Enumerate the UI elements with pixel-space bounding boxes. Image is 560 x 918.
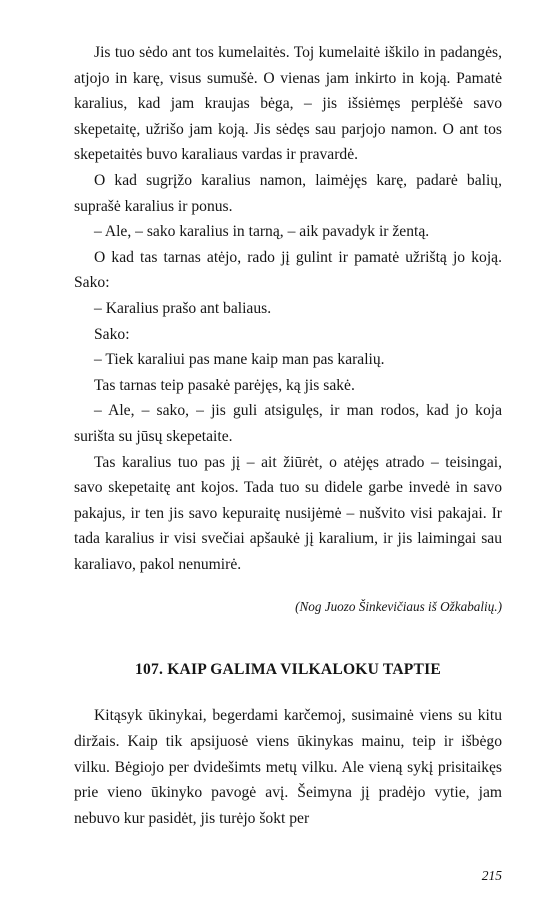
paragraph: Jis tuo sėdo ant tos kumelaitės. Toj kumelaitė iškilo in padangės, atjojo in karę, visus sumušė. O vienas jam inkirto in koją. Pamatė karalius, kad jam kraujas bėga, – jis išsiėmęs perplėšė savo skepetaitę, užrišo jam koją. Jis sėdęs sau parjojo namon. O ant tos skepetaitės buvo karaliaus vardas ir pravardė. bbox=[74, 44, 502, 164]
book-page bbox=[74, 40, 502, 831]
paragraph: O kad tas tarnas atėjo, rado jį gulint ir pamatė užrištą jo koją. Sako: bbox=[74, 248, 502, 292]
paragraph: Tas karalius tuo pas jį – ait žiūrėt, o atėjęs atrado – teisingai, savo skepetaitę ant kojos. Tada tuo su didele garbe invedė in savo pakajus, ir ten jis savo kepuraitę nusijėmė – nušvito visi pakajai. Ir tada karalius ir visi svečiai apšaukė jį karalium, ir jis laimingai sau karaliavo, pakol nenumirė. bbox=[74, 453, 502, 573]
paragraph: O kad sugrįžo karalius namon, laimėjęs karę, padarė balių, suprašė karalius ir ponus. bbox=[74, 171, 502, 215]
story-text bbox=[74, 40, 502, 577]
section-title: 107. KAIP GALIMA VILKALOKU TAPTIE bbox=[135, 661, 441, 679]
paragraph: Tas tarnas teip pasakė parėjęs, ką jis sakė. bbox=[94, 376, 355, 394]
paragraph: – Karalius prašo ant baliaus. bbox=[94, 299, 272, 317]
page-number: 215 bbox=[481, 868, 502, 883]
paragraph: – Ale, – sako, – jis guli atsigulęs, ir man rodos, kad jo koja surišta su jūsų skepetaite. bbox=[74, 402, 502, 445]
paragraph: Sako: bbox=[94, 325, 130, 343]
source-note: (Nog Juozo Šinkevičiaus iš Ožkabalių.) bbox=[295, 599, 502, 615]
paragraph: Kitąsyk ūkinykai, begerdami karčemoj, susimainė viens su kitu diržais. Kaip tik apsijuosė viens ūkinykas mainu, teip ir išbėgo vilku. Bėgiojo per dvidešimts metų vilku. Ale vieną sykį prisitaikęs prie vieno ūkinyko pavogė avį. Šeimyna jį pradėjo vytie, jam nebuvo kur pasidėt, jis turėjo šokt per bbox=[74, 707, 502, 827]
paragraph: – Ale, – sako karalius in tarną, – aik pavadyk ir žentą. bbox=[94, 223, 430, 241]
paragraph: – Tiek karaliui pas mane kaip man pas karalių. bbox=[94, 351, 385, 369]
section-text bbox=[74, 703, 502, 831]
